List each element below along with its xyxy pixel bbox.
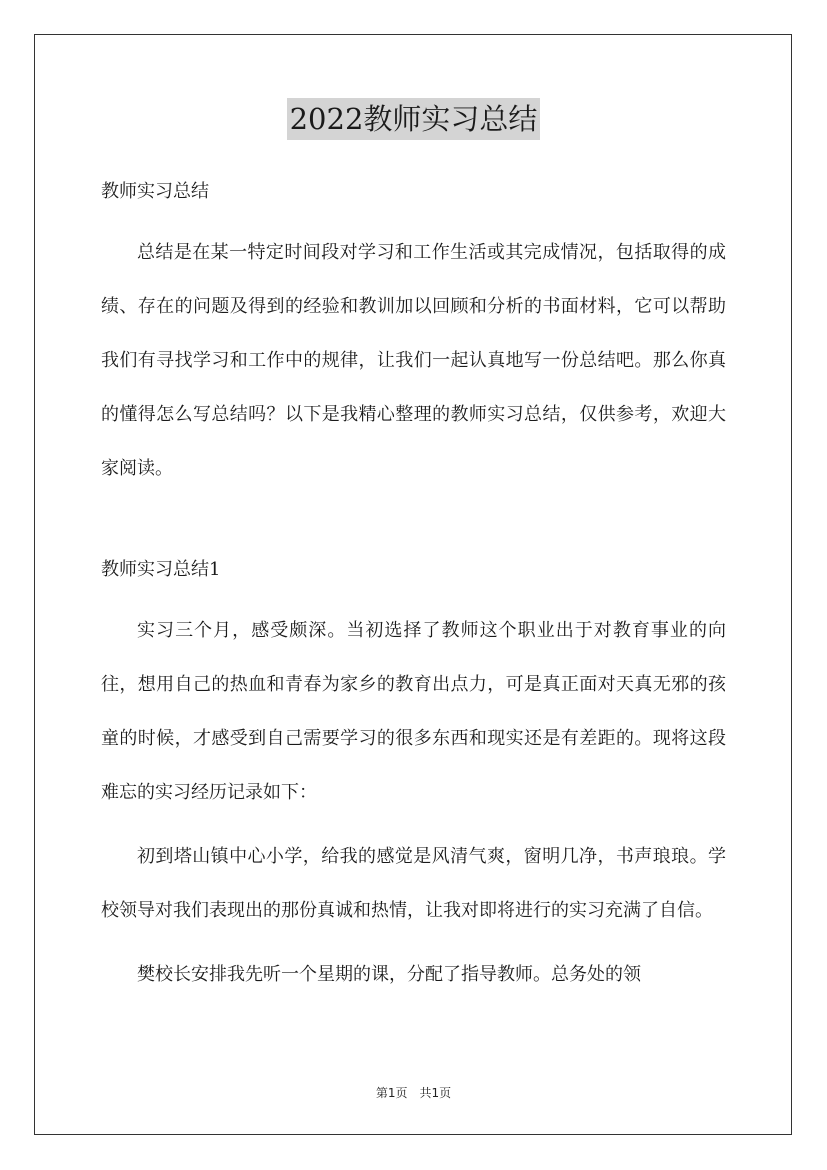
page-footer: 第1页 共1页 bbox=[375, 1086, 452, 1100]
section-spacer bbox=[101, 496, 726, 546]
body-paragraph: 初到塔山镇中心小学，给我的感觉是风清气爽，窗明几净，书声琅琅。学校领导对我们表现出的那份真诚和热情，让我对即将进行的实习充满了自信。 bbox=[101, 846, 726, 921]
document-body bbox=[101, 168, 726, 1002]
body-paragraph: 实习三个月，感受颇深。当初选择了教师这个职业出于对教育事业的向往，想用自己的热血和青春为家乡的教育出点力，可是真正面对天真无邪的孩童的时候，才感受到自己需要学习的很多东西和现实还是有差距的。现将这段难忘的实习经历记录如下： bbox=[101, 620, 726, 803]
intro-paragraph: 总结是在某一特定时间段对学习和工作生活或其完成情况，包括取得的成绩、存在的问题及得到的经验和教训加以回顾和分析的书面材料，它可以帮助我们有寻找学习和工作中的规律，让我们一起认真地写一份总结吧。那么你真的懂得怎么写总结吗？以下是我精心整理的教师实习总结，仅供参考，欢迎大家阅读。 bbox=[101, 242, 726, 479]
section-heading: 教师实习总结1 bbox=[101, 559, 221, 580]
document-title-container bbox=[0, 98, 827, 148]
subtitle-heading: 教师实习总结 bbox=[101, 181, 209, 202]
body-paragraph: 樊校长安排我先听一个星期的课，分配了指导教师。总务处的领 bbox=[137, 964, 641, 985]
document-title: 2022教师实习总结 bbox=[287, 98, 541, 140]
